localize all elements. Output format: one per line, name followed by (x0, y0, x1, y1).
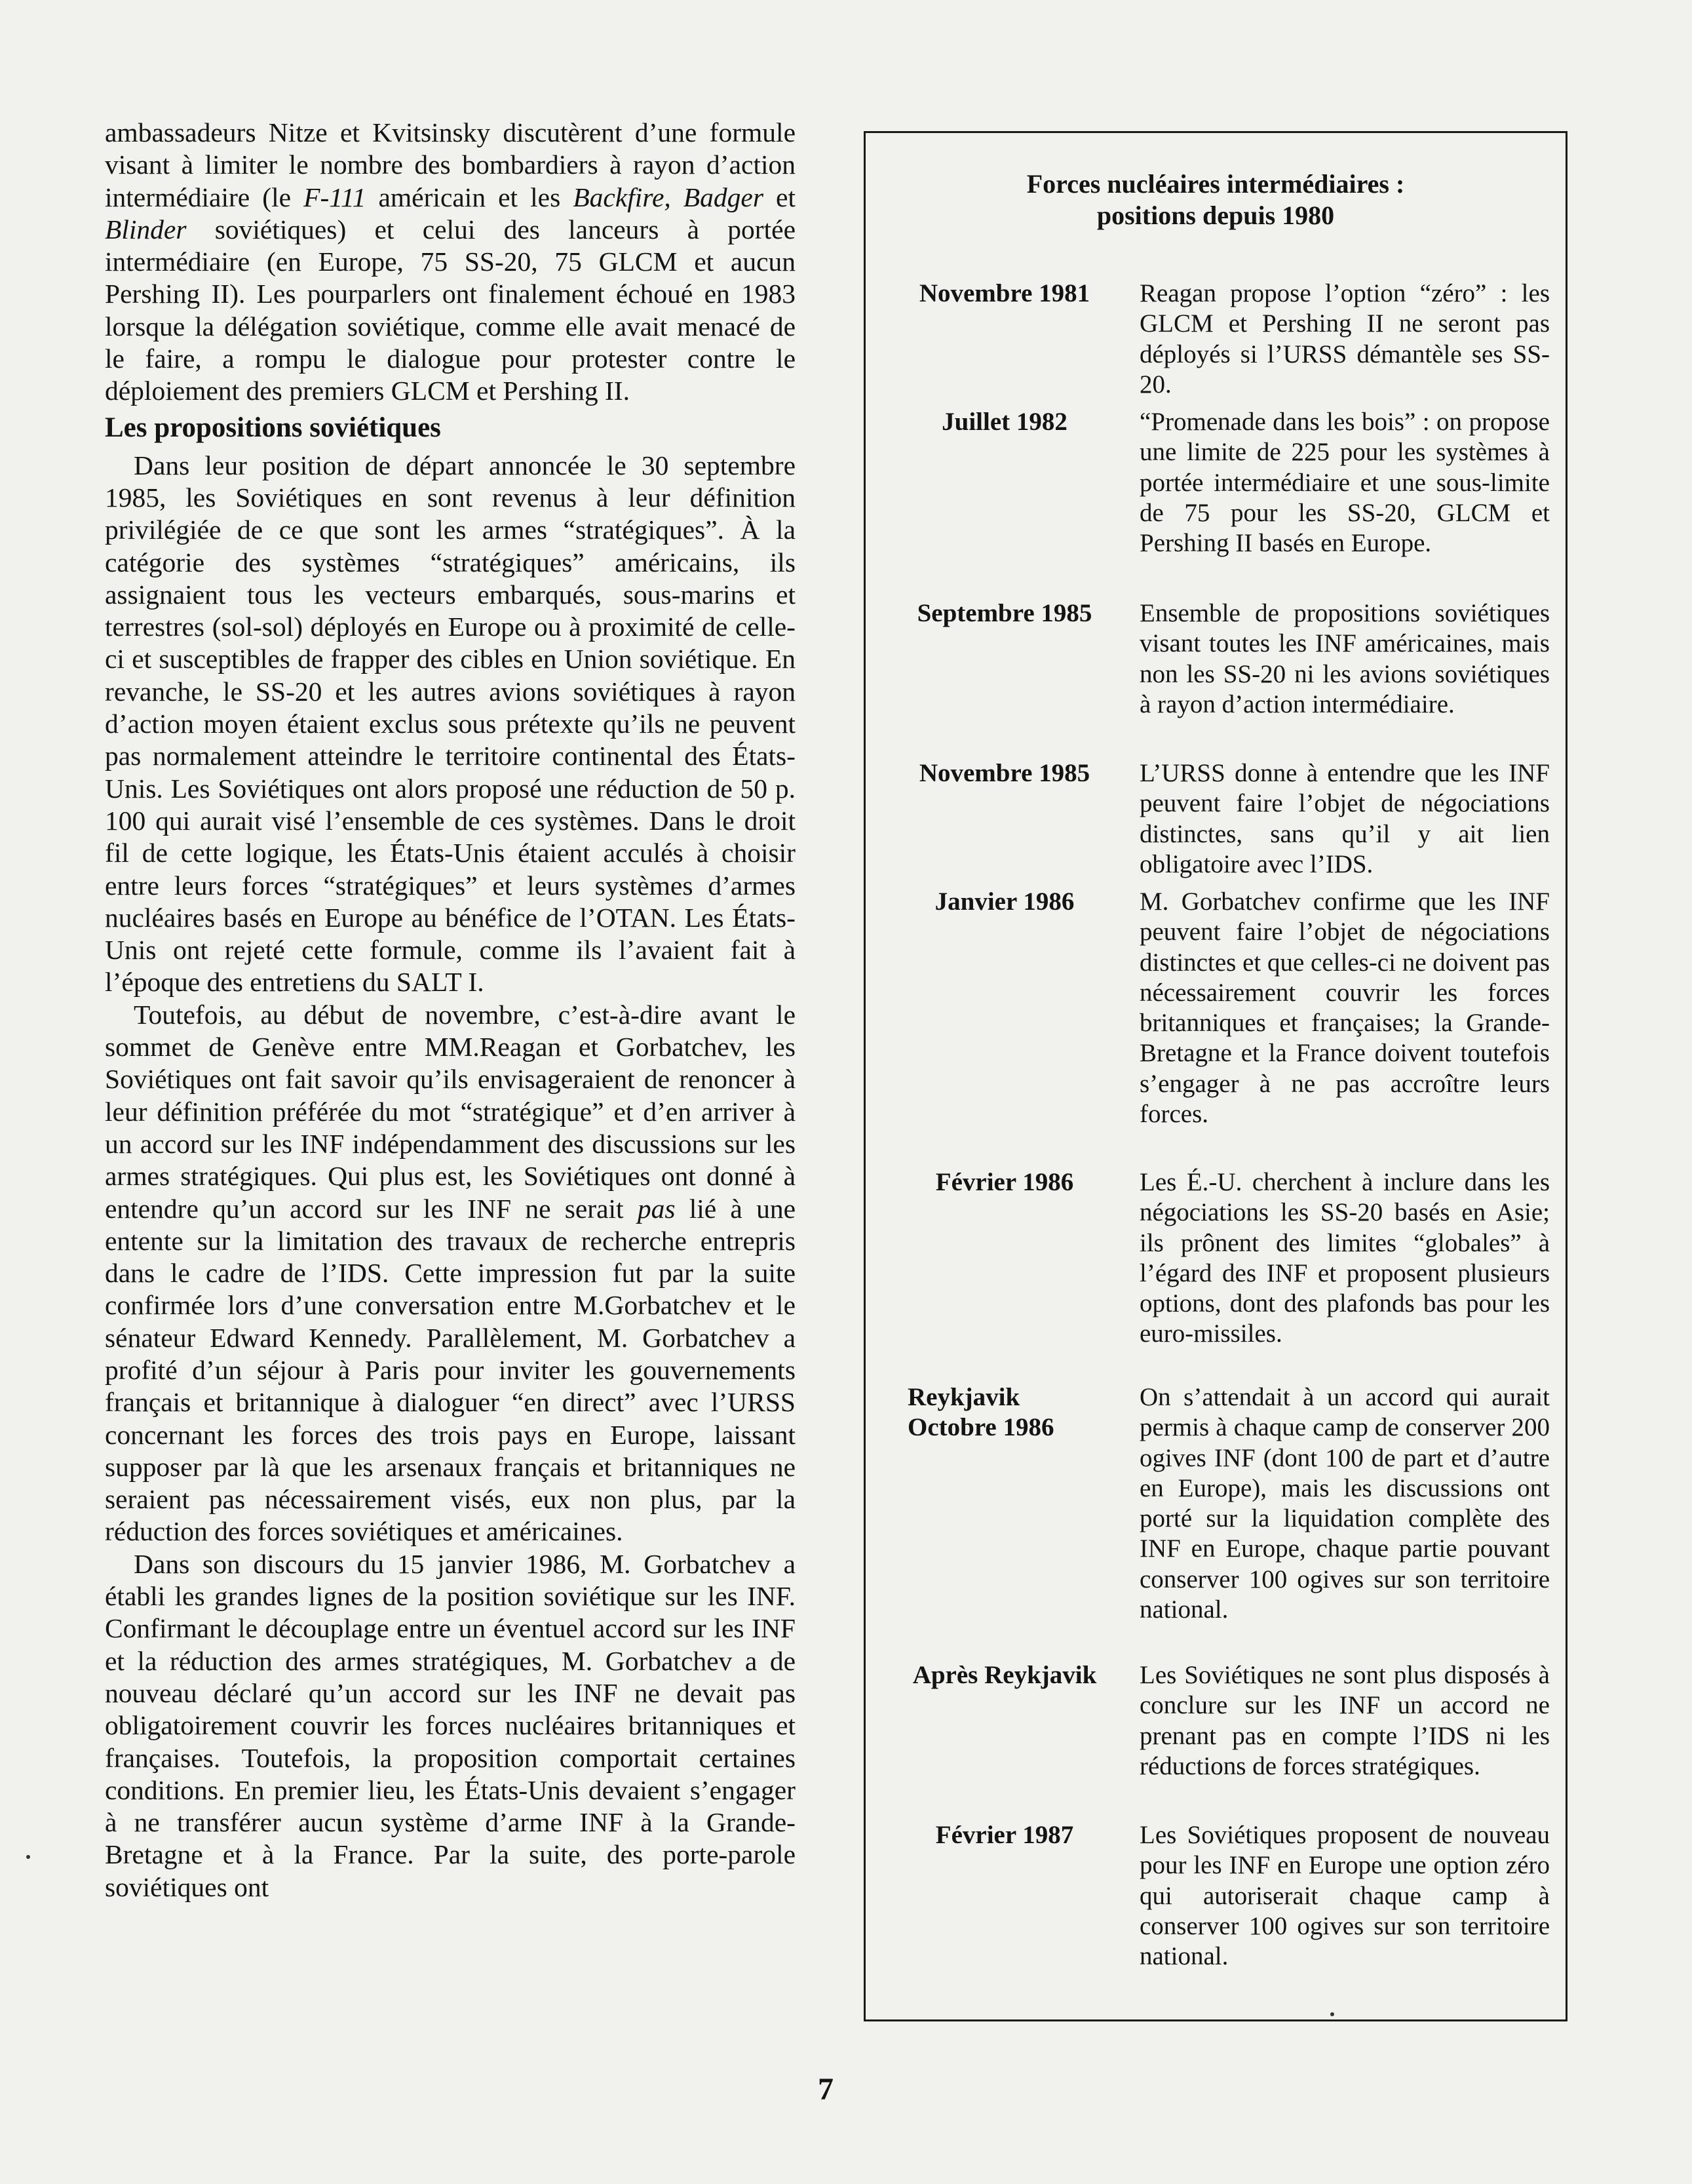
entry-text: Ensemble de propositions soviétiques visant toutes les INF américaines, mais non les SS-20 ni les avions soviétiques à rayon d’action intermédiaire. (1140, 599, 1550, 718)
paragraph-november (105, 999, 796, 1548)
entry-date: Janvier 1986 (934, 887, 1075, 916)
entry-text: M. Gorbatchev confirme que les INF peuvent faire l’objet de négociations distinctes et que celles-ci ne doivent pas nécessairement couvrir les forces britanniques et françaises; la Grande-Bretagne et la France doivent toutefois s’engager à ne pas accroître leurs forces. (1140, 887, 1550, 1129)
entry-text: Les Soviétiques ne sont plus disposés à conclure sur les INF un accord ne prenant pas en compte l’IDS ni les réductions de forces stratégiques. (1140, 1661, 1550, 1780)
italic-text: pas (637, 1193, 676, 1224)
page-number: 7 (818, 2072, 834, 2107)
timeline-box (864, 131, 1567, 2021)
text-span: et (763, 182, 796, 212)
entry-date: Reykjavik Octobre 1986 (908, 1383, 1054, 1441)
entry-date: Février 1987 (935, 1821, 1074, 1849)
entry-text: Les Soviétiques proposent de nouveau pour les INF en Europe une option zéro qui autoriserait chaque camp à conserver 100 ogives sur son territoire national. (1140, 1821, 1550, 1971)
section-heading: Les propositions soviétiques (105, 412, 441, 443)
italic-text: Backfire, Badger (573, 182, 763, 212)
text-span: ambassadeurs Nitze et Kvitsinsky discutèrent d’une formule visant à limiter le nombre des bombardiers à rayon d’action intermédiaire (le (105, 117, 796, 212)
paragraph-intro (105, 117, 796, 408)
scan-speck (26, 1855, 30, 1859)
paragraph-position-1985: Dans leur position de départ annoncée le 30 septembre 1985, les Soviétiques en sont revenus à leur définition privilégiée de ce que sont les armes “stratégiques”. À la catégorie des systèmes “stratégiques” américains, ils assignaient tous les vecteurs embarqués, sous-marins et terrestres (sol-sol) déployés en Europe ou à proximité de celle-ci et susceptibles de frapper des cibles en Union soviétique. En revanche, le SS-20 et les autres avions soviétiques à rayon d’action moyen étaient exclus sous prétexte qu’ils ne peuvent pas normalement atteindre le territoire continental des États-Unis. Les Soviétiques ont alors proposé une réduction de 50 p. 100 qui aurait visé l’ensemble de ces systèmes. Dans le droit fil de cette logique, les États-Unis étaient acculés à choisir entre leurs forces “stratégiques” et leurs systèmes d’armes nucléaires basés en Europe au bénéfice de l’OTAN. Les États-Unis ont rejeté cette formule, comme ils l’avaient fait à l’époque des entretiens du SALT I. (105, 450, 796, 998)
scan-speck (1330, 2012, 1334, 2016)
text-span: Toutefois, au début de novembre, c’est-à-dire avant le sommet de Genève entre MM.Reagan et Gorbatchev, les Soviétiques ont fait savoir qu’ils envisageraient de renoncer à leur définition préférée du mot “stratégique” et d’en arriver à un accord sur les INF indépendamment des discussions sur les armes stratégiques. Qui plus est, les Soviétiques ont donné à entendre qu’un accord sur les INF ne serait (105, 999, 796, 1224)
text-span: soviétiques) et celui des lanceurs à portée intermédiaire (en Europe, 75 SS-20, 75 GLCM et aucun Pershing II). Les pourparlers ont finalement échoué en 1983 lorsque la délégation soviétique, comme elle avait menacé de le faire, a rompu le dialogue pour protester contre le déploiement des premiers GLCM et Pershing II. (105, 214, 796, 406)
entry-text: L’URSS donne à entendre que les INF peuvent faire l’objet de négociations distinctes, sans qu’il y ait lien obligatoire avec l’IDS. (1140, 759, 1550, 878)
italic-text: Blinder (105, 214, 187, 244)
entry-text: On s’attendait à un accord qui aurait permis à chaque camp de conserver 200 ogives INF (dont 100 de part et d’autre en Europe), mais les discussions ont porté sur la liquidation complète des INF en Europe, chaque partie pouvant conserver 100 ogives sur son territoire national. (1140, 1383, 1550, 1624)
box-title (866, 168, 1566, 231)
text-span: américain et les (366, 182, 573, 212)
left-column (105, 117, 796, 1903)
entry-date: Juillet 1982 (942, 408, 1067, 436)
entry-date: Novembre 1981 (919, 279, 1090, 307)
italic-text: F-111 (303, 182, 366, 212)
box-title-line: Forces nucléaires intermédiaires : (1026, 169, 1405, 199)
entry-date: Février 1986 (935, 1168, 1074, 1196)
entry-text: “Promenade dans les bois” : on propose une limite de 225 pour les systèmes à portée intermédiaire et une sous-limite de 75 pour les SS-20, GLCM et Pershing II basés en Europe. (1140, 408, 1550, 558)
entry-text: Les É.-U. cherchent à inclure dans les négociations les SS-20 basés en Asie; ils prônent des limites “globales” à l’égard des INF et proposent plusieurs options, dont des plafonds bas pour les euro-missiles. (1140, 1168, 1550, 1348)
box-title-line: positions depuis 1980 (1096, 201, 1335, 230)
text-span: lié à une entente sur la limitation des travaux de recherche entrepris dans le cadre de l’IDS. Cette impression fut par la suite confirmée lors d’une conversation entre M.Gorbatchev et le sénateur Edward Kennedy. Parallèlement, M. Gorbatchev a profité d’un séjour à Paris pour inviter les gouvernements français et britannique à dialoguer “en direct” avec l’URSS concernant les forces des trois pays en Europe, laissant supposer par là que les arsenaux français et britanniques ne seraient pas nécessairement visés, eux non plus, par la réduction des forces soviétiques et américaines. (105, 1193, 796, 1547)
paragraph-january-1986: Dans son discours du 15 janvier 1986, M. Gorbatchev a établi les grandes lignes de la position soviétique sur les INF. Confirmant le découplage entre un éventuel accord sur les INF et la réduction des armes stratégiques, M. Gorbatchev a de nouveau déclaré qu’un accord sur les INF ne devait pas obligatoirement couvrir les forces nucléaires britanniques et françaises. Toutefois, la proposition comportait certaines conditions. En premier lieu, les États-Unis devaient s’engager à ne transférer aucun système d’arme INF à la Grande-Bretagne et à la France. Par la suite, des porte-parole soviétiques ont (105, 1548, 796, 1902)
entry-date: Novembre 1985 (919, 759, 1090, 787)
entry-date: Après Reykjavik (912, 1661, 1097, 1689)
entry-date: Septembre 1985 (917, 599, 1092, 627)
entry-text: Reagan propose l’option “zéro” : les GLCM et Pershing II ne seront pas déployés si l’URSS démantèle ses SS-20. (1140, 279, 1550, 399)
